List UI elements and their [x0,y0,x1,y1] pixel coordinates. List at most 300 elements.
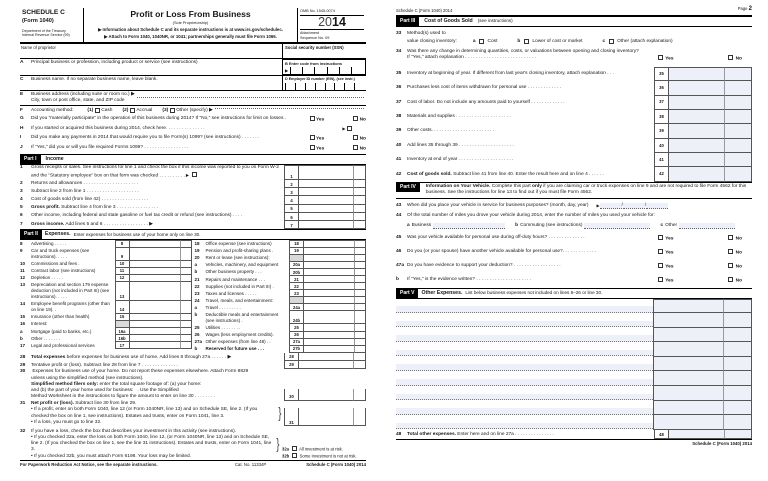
page2-form-id: Schedule C (Form 1040) 2014 [396,8,453,14]
other-expense-cents-field[interactable] [724,357,752,372]
amount-field[interactable] [669,430,724,439]
yes-no-pair [656,249,752,257]
vehicle-date-day-input[interactable] [623,203,645,209]
line-33-number: 33 [396,30,402,36]
amount-field[interactable] [130,275,180,282]
line-32-row [20,428,366,460]
header-left [20,8,84,42]
other-expense-cents-field[interactable] [724,313,752,328]
line-label [195,339,290,346]
other-expense-row [396,342,752,357]
h-checkbox[interactable] [347,126,352,131]
amount-field[interactable] [304,304,354,311]
line-D-label: Employer ID number (EIN), (see instr.) [288,77,355,82]
amount-field[interactable] [304,276,354,283]
bold-text: Gross income. [31,221,65,227]
vehicle-date-year-input[interactable] [646,203,668,209]
cogs-line [396,139,752,153]
g-no-checkbox[interactable] [353,116,358,121]
other-method-checkbox[interactable] [170,108,175,113]
page2-header [396,6,752,16]
amount-field[interactable] [304,339,354,346]
line-32a-number: 32a [282,446,289,452]
line-number-box: 20a [289,262,304,269]
line-29-text: Tentative profit or (loss). Subtract line 28 from line 7 . . . . . . . . . . . . . . [31,362,178,368]
other-method-label: Other (specify) ▶ [176,107,213,113]
amount-field[interactable] [304,346,354,353]
cents-field[interactable] [180,275,192,282]
code-cells[interactable] [285,67,363,74]
cents-field[interactable] [354,248,366,255]
some-investment-not-at-risk-checkbox[interactable] [292,453,297,458]
yes-option: Yes [656,263,674,271]
amount-field[interactable] [130,261,180,268]
amount-field[interactable] [130,282,180,301]
line-44-text: Of the total number of miles you drove your vehicle during 2014, enter the number of miles you used your vehicle for: [407,213,655,219]
line-number-box: 21 [289,276,304,283]
expense-line [195,339,367,346]
form-header [20,8,366,44]
other-expense-description-input[interactable] [396,394,653,401]
cents-field[interactable] [354,269,366,276]
line-text: Travel . . . . . . . . . [205,304,241,310]
amount-field[interactable] [669,67,724,81]
cogs-line [396,81,752,95]
other-expense-amount-field[interactable] [653,342,724,357]
line-number: b [20,335,23,341]
line-32-bullet1: • If you checked 32a, enter the loss on both Form 1040, line 12, (or Form 1040NR, line 13) and on Schedule SE, line 2. (If you checked the box on line 1, see the line 31 instructions). Estates and trusts, enter on Form 1041, line 3. [31,434,272,453]
amount-field[interactable] [304,332,354,339]
cents-field[interactable] [354,311,366,324]
amount-field[interactable] [669,110,724,124]
line-number-box: 29 [284,361,299,369]
statutory-employee-checkbox[interactable] [192,172,197,177]
cogs-lines [396,67,752,182]
line-label [195,276,290,283]
line-number-box: 18 [289,240,304,247]
other-expense-cents-field[interactable] [724,328,752,343]
line-label [20,342,115,349]
amount-field[interactable] [304,255,354,262]
j-no-checkbox[interactable] [353,145,358,150]
option-a: a [407,223,410,229]
arrow-icon: ▶ [342,126,346,132]
line-31-bullet2: • If a loss, you must go to line 32. [31,419,102,425]
line-I-label: Did you make any payments in 2014 that would require you to file Form(s) 1099? (see instructions) . . . . . . . [31,134,260,140]
cents-field[interactable] [724,96,752,110]
cents-field[interactable] [353,221,366,229]
line-30-text4: and (b) the part of your home used for business: [31,388,134,394]
all-investment-at-risk-checkbox[interactable] [292,446,297,451]
cents-field[interactable] [354,332,366,339]
yes-checkbox[interactable] [658,249,663,254]
cents-field[interactable] [724,81,752,95]
line-text: Legal and professional services [31,342,95,348]
business-code-box[interactable] [282,59,366,75]
cents-field[interactable] [724,110,752,124]
ein-cells[interactable] [285,83,364,90]
other-expense-description-input[interactable] [396,408,653,415]
no-label: No [359,117,366,123]
line-label [20,205,284,213]
cents-field[interactable] [724,67,752,81]
amount-field[interactable] [304,262,354,269]
line-label [195,332,290,339]
line-number: 14 [20,301,26,307]
j-yes-checkbox[interactable] [310,145,315,150]
cents-field[interactable] [353,196,366,204]
line-C-row [20,76,366,91]
expense-line [195,248,367,255]
line-C-label[interactable]: Business name. If no separate business name, leave blank. [31,77,158,83]
line-label: 36 Purchases less cost of items withdrawn for personal use . . . . . . . . . . . . . [396,85,562,91]
option-c: c [660,223,664,229]
expense-line [195,297,367,304]
cents-field[interactable] [353,389,366,401]
line-text: Other . . . . . . . [31,335,61,341]
line-label [20,275,115,282]
bold-text: Gross profit. [31,205,60,211]
cents-field[interactable] [354,297,366,304]
income-line [20,205,366,213]
cents-field[interactable] [180,314,192,321]
amount-field[interactable] [130,335,180,342]
expense-line [195,262,367,269]
other-expense-amount-field[interactable] [653,371,724,386]
line-number: 28 [20,354,26,360]
other-expense-description-input[interactable] [396,364,653,371]
amount-field[interactable] [299,361,353,369]
other-expense-cents-field[interactable] [724,401,752,416]
line-32b-label: Some investment is not at risk. [299,453,357,459]
other-expense-amount-field[interactable] [653,313,724,328]
cents-field[interactable] [353,188,366,196]
name-of-proprietor-field[interactable]: Name of proprietor [21,44,56,50]
cents-field[interactable] [180,335,192,342]
line-34-text1: Was there any change in determining quantities, costs, or valuations between opening and closing inventory? [407,48,639,54]
other-closing-checkbox[interactable] [609,39,614,44]
amount-field[interactable] [299,213,353,221]
amount-field[interactable] [669,167,724,181]
other-expense-cents-field[interactable] [724,371,752,386]
other-expense-cents-field[interactable] [724,342,752,357]
expense-column-left [20,240,192,353]
income-lines [20,165,366,229]
cents-field[interactable] [353,165,366,180]
amount-field[interactable] [304,324,354,331]
amount-field[interactable] [299,205,353,213]
line-number-box: 8 [115,240,130,247]
cents-field[interactable] [353,213,366,221]
yes-checkbox[interactable] [658,235,663,240]
cents-field[interactable] [354,324,366,331]
line-31-label [20,401,277,427]
proprietor-row [20,44,366,59]
amount-field[interactable] [299,408,353,426]
other-expense-description-input[interactable] [396,321,653,328]
expense-line [195,240,367,247]
line-B-label: Enter code from instructions [288,60,343,66]
line-label [20,321,115,328]
other-method-input[interactable] [215,108,364,109]
business-miles-input[interactable] [433,223,505,229]
yes-label: Yes [665,56,674,62]
line-29-label [20,362,284,369]
amount-field[interactable] [299,389,353,401]
yes-option: Yes [656,249,674,257]
expense-line [20,335,192,342]
no-checkbox[interactable] [728,277,733,282]
amount-field[interactable] [669,81,724,95]
other-expense-amount-field[interactable] [653,357,724,372]
cents-field[interactable] [724,124,752,138]
line-number: 27a [194,339,203,345]
cents-field[interactable] [724,430,752,439]
line-label [195,248,290,255]
other-expense-row [396,313,752,328]
line-number-box: 37 [654,96,669,110]
line-text: Utilities . . . . . . . . [205,325,241,331]
line-32-label [20,428,275,460]
line-number-box: 25 [289,324,304,331]
cents-field[interactable] [353,361,366,369]
line-number: a [194,304,198,310]
ein-box[interactable] [282,76,366,90]
line-label [20,213,284,221]
other-expense-description-input[interactable] [396,335,653,342]
expense-line [20,248,192,261]
amount-field[interactable] [304,311,354,324]
income-line [20,221,366,229]
cents-field[interactable] [180,342,192,349]
expense-line [195,346,367,353]
other-expense-cents-field[interactable] [724,299,752,314]
line-text: Returns and allowances . . . . . . . . . . . . . . . . . . . . . [31,180,139,186]
line-48-bold: Total other expenses. [407,431,456,437]
cost-checkbox[interactable] [479,39,484,44]
yes-checkbox[interactable] [658,277,663,282]
amount-field[interactable] [299,180,353,188]
part1-title: Income [45,156,64,162]
cents-field[interactable] [180,261,192,268]
line-number-box: 13 [115,282,130,301]
expense-line [20,301,192,314]
line-D-letter: D [285,77,288,82]
amount-field[interactable] [130,301,180,314]
line-J-label: If "Yes," did you or will you file required Forms 1099? . . . . . . . . . . . . . . . . . [31,144,189,150]
other-expense-cents-field[interactable] [724,386,752,401]
cents-field[interactable] [354,290,366,297]
cents-field[interactable] [724,167,752,181]
line-number: 48 [396,431,402,437]
other-expense-description-input[interactable] [396,350,653,357]
amount-field[interactable] [130,268,180,275]
line-text: Depreciation and section 179 expense deduction (not included in Part III) (see instructions). . . . . [31,282,110,300]
sequence-label: Sequence No. 09 [300,35,330,40]
cents-field[interactable] [354,240,366,247]
cents-field[interactable] [353,408,366,426]
no-checkbox[interactable] [728,249,733,254]
line-H-letter: H [20,126,24,132]
other-expense-amount-field[interactable] [653,386,724,401]
g-yes-checkbox[interactable] [310,116,315,121]
other-expense-amount-field[interactable] [653,415,724,430]
amount-field[interactable] [669,96,724,110]
line-30-text1: Expenses for business use of your home. Do not report these expenses elsewhere. Attach Form 8829 [32,369,249,375]
line-34-no-checkbox[interactable] [728,55,733,60]
other-expense-amount-field[interactable] [653,299,724,314]
amount-field[interactable] [130,321,180,328]
line-label [20,335,115,342]
other-expense-row [396,386,752,401]
catalog-number: Cat. No. 11334P [234,462,267,468]
other-expense-description-input[interactable] [396,423,653,430]
line-J-row [20,144,366,154]
line-number: 31 [20,401,26,407]
amount-field[interactable] [304,248,354,255]
cents-field[interactable] [353,353,366,361]
line-number-box: 7 [284,221,299,229]
line-number: 6 [20,213,23,219]
cents-field[interactable] [353,180,366,188]
page-subtitle: (Sole Proprietorship) [172,20,209,26]
line-label [20,268,115,275]
amount-field[interactable] [299,353,353,361]
ssn-field[interactable]: Social security number (SSN) [282,44,366,58]
other-expense-amount-field[interactable] [653,328,724,343]
no-checkbox[interactable] [728,263,733,268]
option-a: a [472,38,476,44]
line-F-label: Accounting method: [31,107,74,113]
part5-text: List below business expenses not included on lines 8–26 or line 30. [465,290,603,296]
commuting-miles-input[interactable] [584,223,650,229]
amount-field[interactable] [130,328,180,335]
amount-field[interactable] [299,188,353,196]
amount-field[interactable] [304,240,354,247]
line-number-box: 22 [289,283,304,290]
amount-field[interactable] [130,240,180,247]
cents-field[interactable] [354,304,366,311]
other-expense-cents-field[interactable] [724,415,752,430]
cents-field[interactable] [354,255,366,262]
risk-checkboxes [282,446,366,460]
amount-field[interactable] [669,139,724,153]
line-label [20,314,115,321]
line-33-text2: value closing inventory: [407,38,457,44]
cents-field[interactable] [180,328,192,335]
line-number-box: 1 [284,165,299,180]
yes-no-pair [656,235,752,243]
yes-checkbox[interactable] [658,263,663,268]
line-33-row [396,29,752,47]
line-F-letter: F [20,107,23,113]
part4-t1: Complete this part [490,183,533,189]
line-text: Taxes and licenses . . . . . [205,290,257,296]
line-number-box: 38 [654,110,669,124]
line-number-box: 3 [284,188,299,196]
cents-field[interactable] [180,321,192,328]
part5-header [396,288,752,299]
amount-field[interactable] [304,269,354,276]
cents-field[interactable] [724,139,752,153]
line-34-yes-checkbox[interactable] [658,55,663,60]
amount-field[interactable] [304,290,354,297]
other-expense-description-input[interactable] [396,306,653,313]
line-number-box: 40 [654,139,669,153]
income-line [20,188,366,196]
line-text: Advertising . . . . . [31,240,67,246]
line-J-letter: J [20,144,23,150]
cents-field[interactable] [354,276,366,283]
cogs-line [396,167,752,181]
cents-field[interactable] [354,262,366,269]
expense-line [195,304,367,311]
expense-line [195,276,367,283]
cents-field[interactable] [353,205,366,213]
amount-field[interactable] [299,221,353,229]
vehicle-question [396,274,752,288]
line-number: 10 [20,261,26,267]
line-text: Interest: [31,321,48,327]
line-text: Repairs and maintenance . . . [205,276,265,282]
accrual-checkbox[interactable] [130,108,135,113]
amount-field[interactable] [130,248,180,261]
other-expense-row [396,328,752,343]
amount-field[interactable] [299,165,353,180]
part3-note: (see instructions) [477,18,513,24]
cents-field[interactable] [724,153,752,167]
cents-field[interactable] [180,248,192,261]
cents-field[interactable] [180,240,192,247]
option-b: b [517,38,521,44]
cents-field[interactable] [180,282,192,301]
i-yes-checkbox[interactable] [310,135,315,140]
attachment-sequence [300,30,364,40]
amount-field[interactable] [130,342,180,349]
amount-field[interactable] [299,196,353,204]
line-number-box: 24b [289,311,304,324]
amount-field[interactable] [669,124,724,138]
line-number-box: 31 [284,408,299,426]
vehicle-questions [396,232,752,288]
cents-field[interactable] [354,283,366,290]
line-number: 23 [194,290,200,296]
line-label [20,301,115,314]
line-E-spacer [20,98,31,104]
lower-cost-market-checkbox[interactable] [524,39,529,44]
line-text: Depletion . . . . . [31,275,63,281]
amount-field[interactable] [130,314,180,321]
no-checkbox[interactable] [728,235,733,240]
amount-field[interactable] [669,153,724,167]
business-address-input[interactable] [137,92,364,98]
amount-field[interactable] [304,283,354,290]
cents-field[interactable] [180,268,192,275]
amount-field[interactable] [304,297,354,304]
cents-field[interactable] [354,339,366,346]
cash-checkbox[interactable] [95,108,100,113]
cents-field[interactable] [180,301,192,314]
other-miles-input[interactable] [679,223,735,229]
other-expense-description-input[interactable] [396,379,653,386]
vehicle-date-month-input[interactable] [600,203,622,209]
cents-field[interactable] [354,346,366,353]
other-expense-amount-field[interactable] [653,401,724,416]
line-34-row [396,47,752,65]
line-48-label [396,431,654,439]
line-A-label[interactable]: Principal business or profession, including product or service (see instructions) [31,59,198,65]
i-no-checkbox[interactable] [353,135,358,140]
